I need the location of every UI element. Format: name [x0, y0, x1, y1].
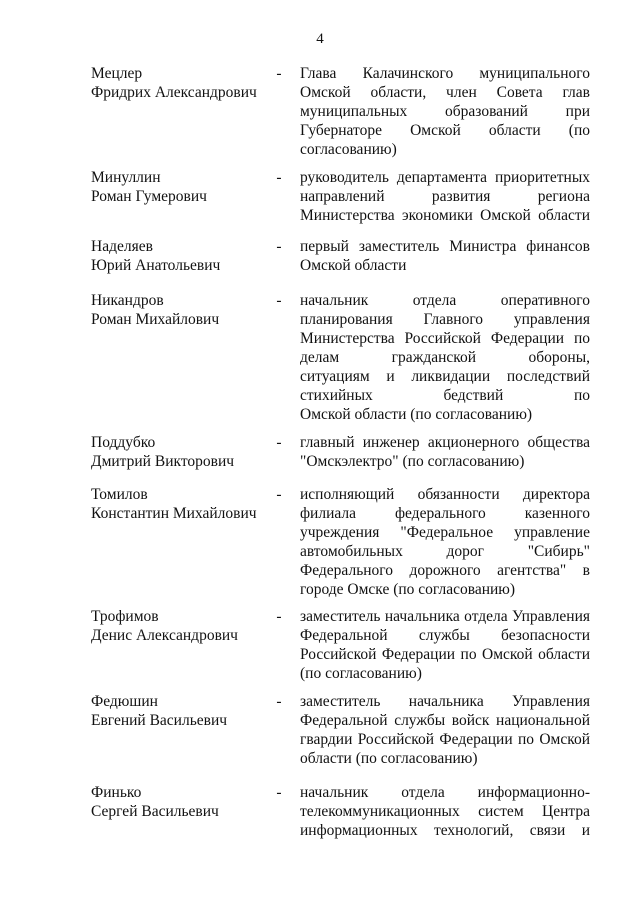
position-line: планирования Главного управления: [300, 311, 590, 328]
member-given-names: Роман Михайлович: [91, 311, 220, 328]
position-line: информационных технологий, связи и: [300, 822, 590, 839]
separator-dash: -: [276, 784, 282, 801]
separator-dash: -: [276, 434, 282, 451]
member-given-names: Евгений Васильевич: [91, 712, 228, 729]
member-surname: Никандров: [91, 292, 164, 309]
member-surname: Минуллин: [91, 169, 161, 186]
position-line: начальник отдела информационно-: [300, 784, 590, 801]
position-line: Федеральной службы войск национальной: [300, 712, 590, 729]
position-line: первый заместитель Министра финансов: [300, 238, 590, 255]
position-line: начальник отдела оперативного: [300, 292, 590, 309]
separator-dash: -: [276, 292, 282, 309]
separator-dash: -: [276, 693, 282, 710]
member-name: [91, 783, 276, 821]
member-position: [300, 237, 590, 275]
member-position: [300, 433, 590, 471]
member-position: [300, 485, 590, 599]
position-line: стихийных бедствий по: [300, 387, 590, 404]
member-position: [300, 607, 590, 683]
member-position: [300, 692, 590, 768]
member-given-names: Константин Михайлович: [91, 505, 257, 522]
member-name: [91, 291, 276, 329]
member-given-names: Фридрих Александрович: [91, 84, 257, 101]
position-line: направлений развития региона: [300, 188, 590, 205]
member-position: [300, 291, 590, 424]
member-name: [91, 485, 276, 523]
member-surname: Наделяев: [91, 238, 153, 255]
position-line: филиала федерального казенного: [300, 505, 590, 522]
member-name: [91, 237, 276, 275]
member-given-names: Денис Александрович: [91, 627, 238, 644]
position-line: заместитель начальника отдела Управления: [300, 608, 590, 625]
separator-dash: -: [276, 486, 282, 503]
position-line: (по согласованию): [300, 665, 422, 682]
position-line: Омской области (по согласованию): [300, 406, 533, 423]
member-given-names: Роман Гумерович: [91, 188, 207, 205]
separator-dash: -: [276, 169, 282, 186]
separator-dash: -: [276, 238, 282, 255]
position-line: главный инженер акционерного общества: [300, 434, 590, 451]
position-line: согласованию): [300, 141, 397, 158]
member-name: [91, 433, 276, 471]
member-name: [91, 607, 276, 645]
position-line: Губернаторе Омской области (по: [300, 122, 590, 139]
position-line: области (по согласованию): [300, 750, 478, 767]
position-line: Российской Федерации по Омской области: [300, 646, 590, 663]
position-line: гвардии Российской Федерации по Омской: [300, 731, 590, 748]
member-surname: Федюшин: [91, 693, 158, 710]
position-line: Глава Калачинского муниципального: [300, 65, 590, 82]
position-line: руководитель департамента приоритетных: [300, 169, 590, 186]
member-given-names: Дмитрий Викторович: [91, 453, 235, 470]
member-name: [91, 64, 276, 102]
position-line: ситуациям и ликвидации последствий: [300, 368, 590, 385]
position-line: "Омскэлектро" (по согласованию): [300, 453, 525, 470]
separator-dash: -: [276, 608, 282, 625]
member-surname: Поддубко: [91, 434, 156, 451]
member-surname: Трофимов: [91, 608, 159, 625]
member-position: [300, 64, 590, 159]
member-surname: Томилов: [91, 486, 148, 503]
position-line: заместитель начальника Управления: [300, 693, 590, 710]
member-position: [300, 168, 590, 225]
member-given-names: Юрий Анатольевич: [91, 257, 221, 274]
position-line: Омской области: [300, 257, 407, 274]
position-line: городе Омске (по согласованию): [300, 581, 516, 598]
position-line: Федеральной службы безопасности: [300, 627, 590, 644]
member-position: [300, 783, 590, 840]
position-line: телекоммуникационных систем Центра: [300, 803, 590, 820]
position-line: исполняющий обязанности директора: [300, 486, 590, 503]
position-line: муниципальных образований при: [300, 103, 590, 120]
member-surname: Финько: [91, 784, 142, 801]
member-given-names: Сергей Васильевич: [91, 803, 219, 820]
page-number: 4: [316, 31, 324, 47]
member-surname: Мецлер: [91, 65, 143, 82]
separator-dash: -: [276, 65, 282, 82]
position-line: Министерства экономики Омской области: [300, 207, 590, 224]
position-line: Министерства Российской Федерации по: [300, 330, 590, 347]
member-name: [91, 692, 276, 730]
member-name: [91, 168, 276, 206]
position-line: Федерального дорожного агентства" в: [300, 562, 590, 579]
position-line: Омской области, член Совета глав: [300, 84, 590, 101]
position-line: автомобильных дорог "Сибирь": [300, 543, 590, 560]
position-line: учреждения "Федеральное управление: [300, 524, 590, 541]
position-line: делам гражданской обороны,: [300, 349, 590, 366]
